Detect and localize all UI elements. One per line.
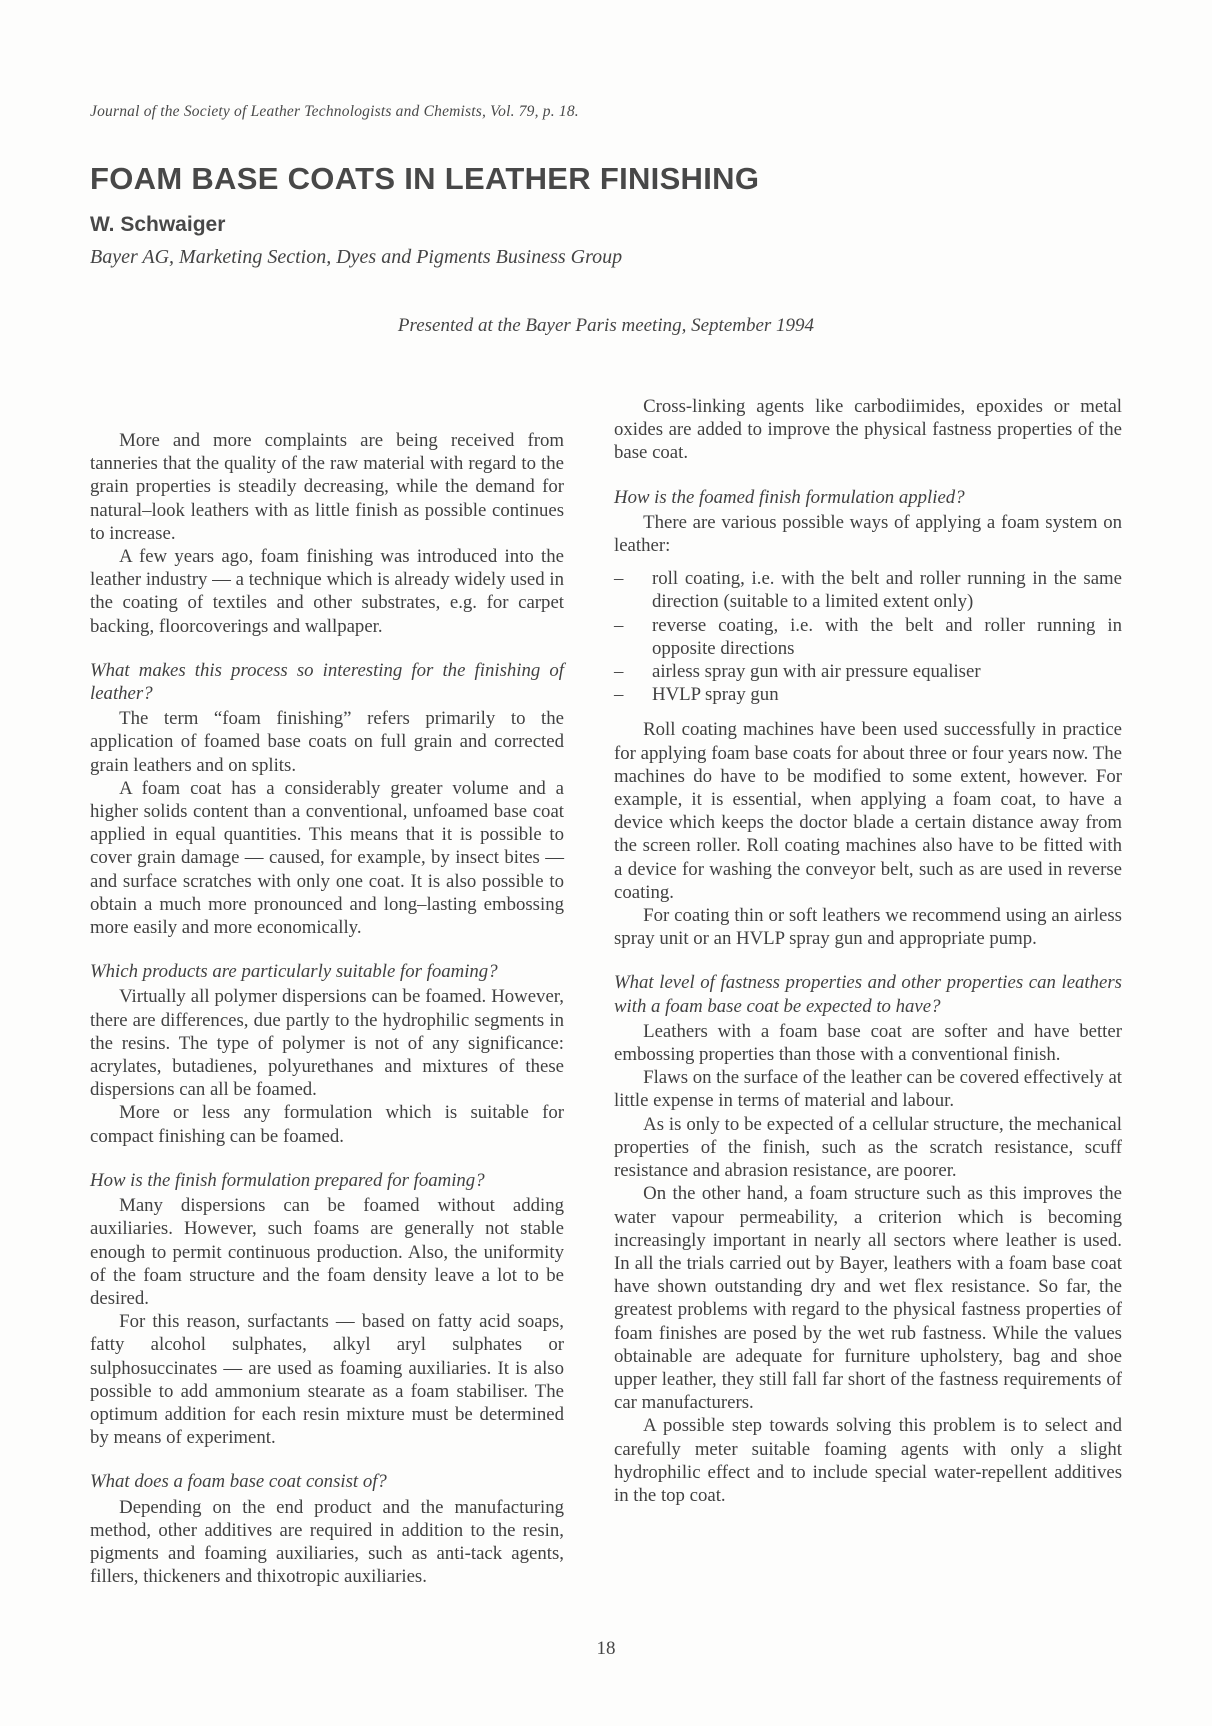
page-number: 18 xyxy=(596,1638,616,1659)
section-heading: What does a foam base coat consist of? xyxy=(90,1471,387,1493)
presentation-note: Presented at the Bayer Paris meeting, September 1994 xyxy=(397,315,815,336)
column-gap xyxy=(564,395,614,1588)
article-title: FOAM BASE COATS IN LEATHER FINISHING xyxy=(90,161,760,196)
column-left xyxy=(90,395,564,1588)
paragraph: For coating thin or soft leathers we recommend using an airless spray unit or an HVLP spray gun and appropriate pump. xyxy=(614,905,1122,950)
author-name: W. Schwaiger xyxy=(90,213,226,236)
paragraph: A possible step towards solving this problem is to select and carefully meter suitable foaming agents with only a slight hydrophilic effect and to include special water-repellent additives in the top coat. xyxy=(614,1415,1122,1506)
paragraph: Leathers with a foam base coat are softer and have better embossing properties than those with a conventional finish. xyxy=(614,1020,1122,1066)
paragraph: There are various possible ways of applying a foam system on leather: xyxy=(614,511,1122,557)
list-item xyxy=(614,660,1122,683)
paragraph: More and more complaints are being received from tanneries that the quality of the raw material with regard to the grain properties is steadily decreasing, while the demand for natural–look leathers with as little finish as possible continues to increase. xyxy=(90,430,564,544)
column-right xyxy=(614,395,1122,1588)
list-item-text: reverse coating, i.e. with the belt and roller running in opposite directions xyxy=(652,614,1122,659)
list-item-text: HVLP spray gun xyxy=(652,684,779,706)
list-item-text: roll coating, i.e. with the belt and roller running in the same direction (suitable to a limited extent only) xyxy=(652,568,1122,613)
dash-bullet: – xyxy=(614,684,624,706)
paragraph: As is only to be expected of a cellular structure, the mechanical properties of the finish, such as the scratch resistance, scuff resistance and abrasion resistance, are poorer. xyxy=(614,1113,1122,1182)
paragraph: The term “foam finishing” refers primarily to the application of foamed base coats on full grain and corrected grain leathers and on splits. xyxy=(90,708,564,776)
dash-bullet: – xyxy=(614,614,624,636)
application-methods-list xyxy=(614,567,1122,706)
section-heading: What level of fastness properties and other properties can leathers with a foam base coat be expected to have? xyxy=(614,972,1122,1017)
paragraph: For this reason, surfactants — based on fatty acid soaps, fatty alcohol sulphates, alkyl aryl sulphates or sulphosuccinates — are used as foaming auxiliaries. It is also possible to add ammonium stearate as a foam stabiliser. The optimum addition for each resin mixture must be determined by means of experiment. xyxy=(90,1311,564,1449)
list-item xyxy=(614,567,1122,613)
paragraph: Many dispersions can be foamed without adding auxiliaries. However, such foams are generally not stable enough to permit continuous production. Also, the uniformity of the foam structure and the foam density leave a lot to be desired. xyxy=(90,1195,564,1309)
page-content xyxy=(90,0,1122,1588)
section-heading: Which products are particularly suitable for foaming? xyxy=(90,961,498,983)
author-affiliation: Bayer AG, Marketing Section, Dyes and Pigments Business Group xyxy=(90,246,623,268)
paragraph: More or less any formulation which is suitable for compact finishing can be foamed. xyxy=(90,1102,564,1147)
list-item xyxy=(614,614,1122,660)
journal-citation: Journal of the Society of Leather Technologists and Chemists, Vol. 79, p. 18. xyxy=(90,103,579,120)
section-heading: What makes this process so interesting for the finishing of leather? xyxy=(90,659,564,705)
paragraph: A few years ago, foam finishing was introduced into the leather industry — a technique which is already widely used in the coating of textiles and other substrates, e.g. for carpet backing, floorcoverings and wallpaper. xyxy=(90,546,564,637)
list-item-text: airless spray gun with air pressure equaliser xyxy=(652,661,981,683)
article-columns xyxy=(90,395,1122,1588)
paragraph: A foam coat has a considerably greater volume and a higher solids content than a conventional, unfoamed base coat applied in equal quantities. This means that it is possible to cover grain damage — caused, for example, by insect bites — and surface scratches with only one coat. It is also possible to obtain a much more pronounced and long–lasting embossing more easily and more economically. xyxy=(90,777,564,939)
section-heading: How is the foamed finish formulation applied? xyxy=(614,486,965,508)
paragraph: Flaws on the surface of the leather can be covered effectively at little expense in terms of material and labour. xyxy=(614,1067,1122,1112)
dash-bullet: – xyxy=(614,568,624,590)
paragraph: On the other hand, a foam structure such as this improves the water vapour permeability, a criterion which is becoming increasingly important in nearly all sectors where leather is used. In all the trials carried out by Bayer, leathers with a foam base coat have shown outstanding dry and wet flex resistance. So far, the greatest problems with regard to the physical fastness properties of foam finishes are posed by the wet rub fastness. While the values obtainable are adequate for furniture upholstery, bag and shoe upper leather, they still fall far short of the fastness requirements of car manufacturers. xyxy=(614,1183,1122,1414)
paragraph: Cross-linking agents like carbodiimides, epoxides or metal oxides are added to improve the physical fastness properties of the base coat. xyxy=(614,396,1122,464)
paragraph: Roll coating machines have been used successfully in practice for applying foam base coats for about three or four years now. The machines do have to be modified to some extent, however. For example, it is essential, when applying a foam coat, to have a device which keeps the doctor blade a certain distance away from the screen roller. Roll coating machines also have to be fitted with a device for washing the conveyor belt, such as are used in reverse coating. xyxy=(614,719,1122,903)
paragraph: Virtually all polymer dispersions can be foamed. However, there are differences, due partly to the hydrophilic segments in the resins. The type of polymer is not of any significance: acrylates, butadienes, polyurethanes and mixtures of these dispersions can all be foamed. xyxy=(90,986,564,1101)
paragraph: Depending on the end product and the manufacturing method, other additives are required in addition to the resin, pigments and foaming auxiliaries, such as anti-tack agents, fillers, thickeners and thixotropic auxiliaries. xyxy=(90,1496,564,1588)
list-item xyxy=(614,683,1122,706)
section-heading: How is the finish formulation prepared for foaming? xyxy=(90,1169,485,1191)
dash-bullet: – xyxy=(614,661,624,683)
